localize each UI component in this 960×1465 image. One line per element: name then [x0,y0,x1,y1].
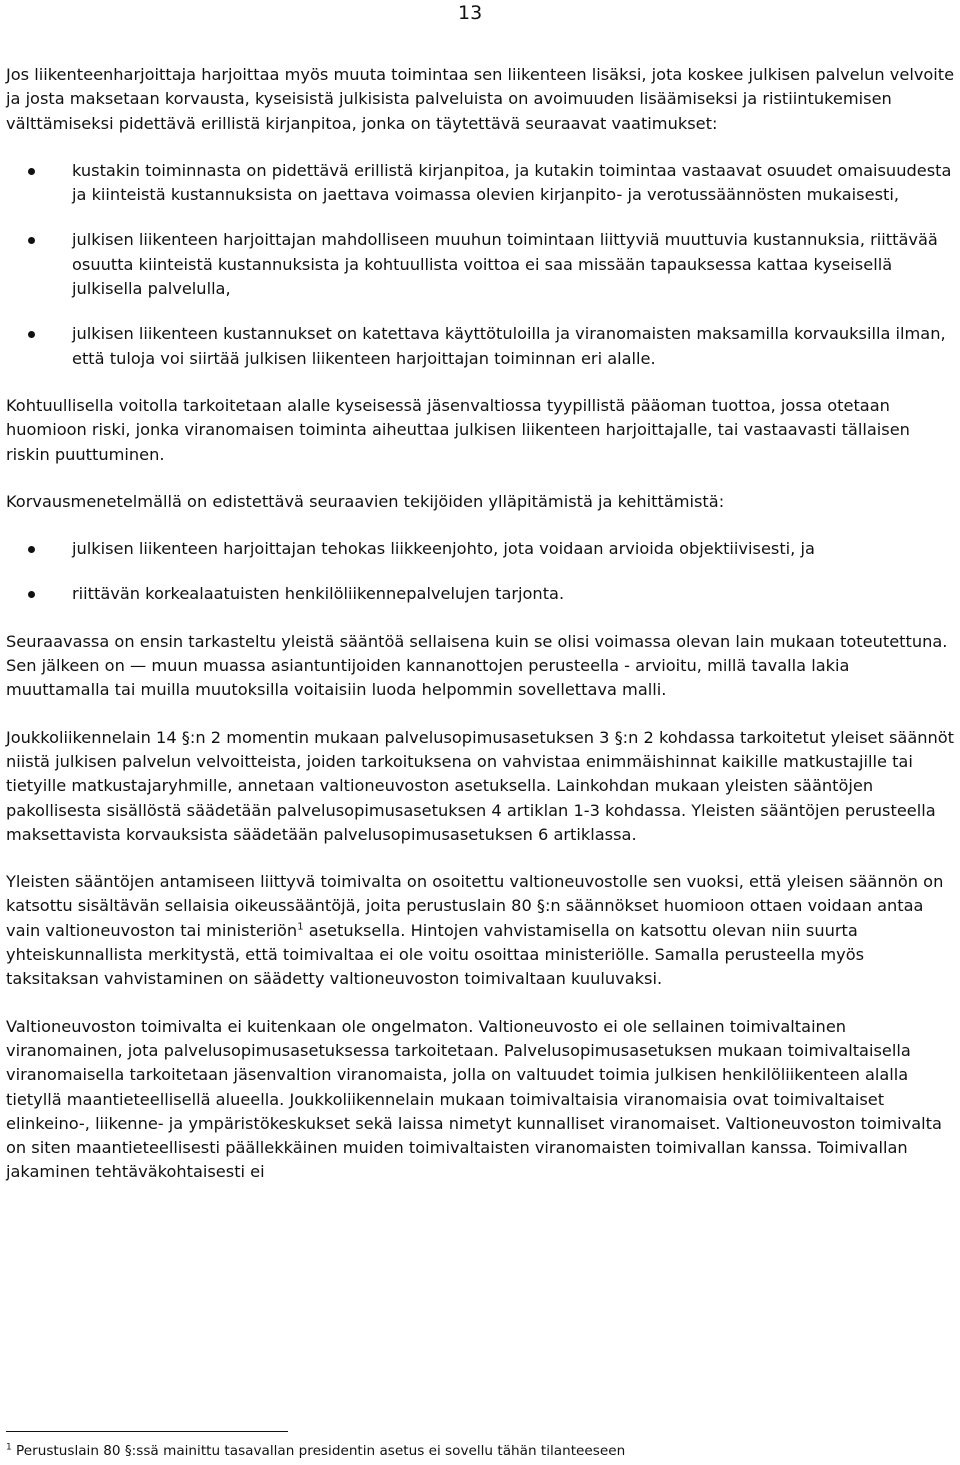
bullet-icon [28,591,35,598]
paragraph-3: Korvausmenetelmällä on edistettävä seuraavien tekijöiden ylläpitämistä ja kehittämistä: [6,491,725,511]
footnote-divider [6,1431,288,1432]
bullet-icon [28,168,35,175]
bullet-icon [28,546,35,553]
list-item-text: kustakin toiminnasta on pidettävä erillistä kirjanpitoa, ja kutakin toimintaa vastaavat osuudet omaisuudesta ja kiinteistä kustannuksista on jaettava voimassa olevien kirjanpito- ja verotussäännösten mukaisesti, [72,160,952,205]
list-item-text: julkisen liikenteen harjoittajan tehokas liikkeenjohto, jota voidaan arvioida objektiivisesti, ja [72,539,815,559]
paragraph-5: Joukkoliikennelain 14 §:n 2 momentin mukaan palvelusopimusasetuksen 3 §:n 2 kohdassa tarkoitetut yleiset säännöt niistä julkisen palvelun velvoitteista, joiden tarkoituksena on vahvistaa enimmäishinnat kaikille matkustajille tai tietyille matkustajaryhmille, annetaan valtioneuvoston asetuksella. Lainkohdan mukaan yleisten sääntöjen pakollisesta sisällöstä säädetään palvelusopimusasetuksen 4 artiklan 1-3 kohdassa. Yleisten sääntöjen perusteella maksettavista korvauksista säädetään palvelusopimusasetuksen 6 artiklassa. [6,727,955,844]
paragraph-2: Kohtuullisella voitolla tarkoitetaan alalle kyseisessä jäsenvaltiossa tyypillistä pääoman tuottoa, jossa otetaan huomioon riski, jonka viranomaisen toiminta aiheuttaa julkisen liikenteen harjoittajalle, tai vastaavasti tällaisen riskin puuttuminen. [6,395,910,464]
document-body [6,63,956,1185]
list-item-text: riittävän korkealaatuisten henkilöliikennepalvelujen tarjonta. [72,584,565,604]
footnote [6,1442,625,1460]
bullet-list-2 [6,537,956,607]
paragraph-6 [6,870,956,991]
paragraph-6-text-start: Yleisten sääntöjen antamiseen liittyvä toimivalta on osoitettu valtioneuvostolle sen vuoksi, että yleisen säännön on katsottu sisältävän sellaisia oikeussääntöjä, joita perustuslain 80 §:n säännökset huomioon ottaen voidaan antaa vain valtioneuvoston tai ministeriön [6,872,944,940]
bullet-icon [28,237,35,244]
footnote-text: Perustuslain 80 §:ssä mainittu tasavallan presidentin asetus ei sovellu tähän tilanteeseen [11,1443,626,1459]
bullet-icon [28,331,35,338]
list-item-text: julkisen liikenteen kustannukset on katettava käyttötuloilla ja viranomaisten maksamilla korvauksilla ilman, että tuloja voi siirtää julkisen liikenteen harjoittajan toiminnan eri alalle. [72,324,946,368]
paragraph-1: Jos liikenteenharjoittaja harjoittaa myös muuta toimintaa sen liikenteen lisäksi, jota koskee julkisen palvelun velvoite ja josta maksetaan korvausta, kyseisistä julkisista palveluista on avoimuuden lisäämiseksi ja ristiintukemisen välttämiseksi pidettävä erillistä kirjanpitoa, jonka on täytettävä seuraavat vaatimukset: [6,65,955,133]
footnote-reference[interactable]: 1 [297,921,304,933]
paragraph-4: Seuraavassa on ensin tarkasteltu yleistä sääntöä sellaisena kuin se olisi voimassa olevan lain mukaan toteutettuna. Sen jälkeen on — muun muassa asiantuntijoiden kannanottojen perusteella - arvioitu, millä tavalla lakia muuttamalla tai muilla muutoksilla voitaisiin luoda helpommin sovellettava malli. [6,631,948,700]
bullet-list-1 [6,159,956,371]
footnote-number: 1 [6,1442,12,1453]
paragraph-6-text-end: asetuksella. Hintojen vahvistamisella on katsottu olevan niin suurta yhteiskunnallista merkitystä, että toimivaltaa ei ole voitu osoittaa ministeriölle. Samalla perusteella myös taksitaksan vahvistaminen on säädetty valtioneuvoston toimivaltaan kuuluvaksi. [6,920,865,989]
paragraph-7: Valtioneuvoston toimivalta ei kuitenkaan ole ongelmaton. Valtioneuvosto ei ole sellainen toimivaltainen viranomainen, jota palvelusopimusasetuksessa tarkoitetaan. Palvelusopimusasetuksen mukaan toimivaltaisella viranomaisella tarkoitetaan jäsenvaltion viranomaista, jolla on valtuudet toimia julkisen henkilöliikenteen alalla tietyllä maantieteellisellä alueella. Joukkoliikennelain mukaan toimivaltaisia viranomaisia ovat toimivaltaiset elinkeino-, liikenne- ja ympäristökeskukset sekä laissa nimetyt kunnalliset viranomaiset. Valtioneuvoston toimivalta on siten maantieteellisesti päällekkäinen muiden toimivaltaisten viranomaisten toimivallan kanssa. Toimivallan jakaminen tehtäväkohtaisesti ei [6,1016,942,1182]
page-number: 13 [458,2,483,24]
list-item-text: julkisen liikenteen harjoittajan mahdolliseen muuhun toimintaan liittyviä muuttuvia kustannuksia, riittävää osuutta kiinteistä kustannuksista ja kohtuullista voittoa ei saa missään tapauksessa kattaa kyseisellä julkisella palvelulla, [72,230,938,299]
list-item [6,228,956,301]
list-item [6,159,956,208]
list-item [6,322,956,371]
list-item [6,537,956,561]
list-item [6,582,956,606]
